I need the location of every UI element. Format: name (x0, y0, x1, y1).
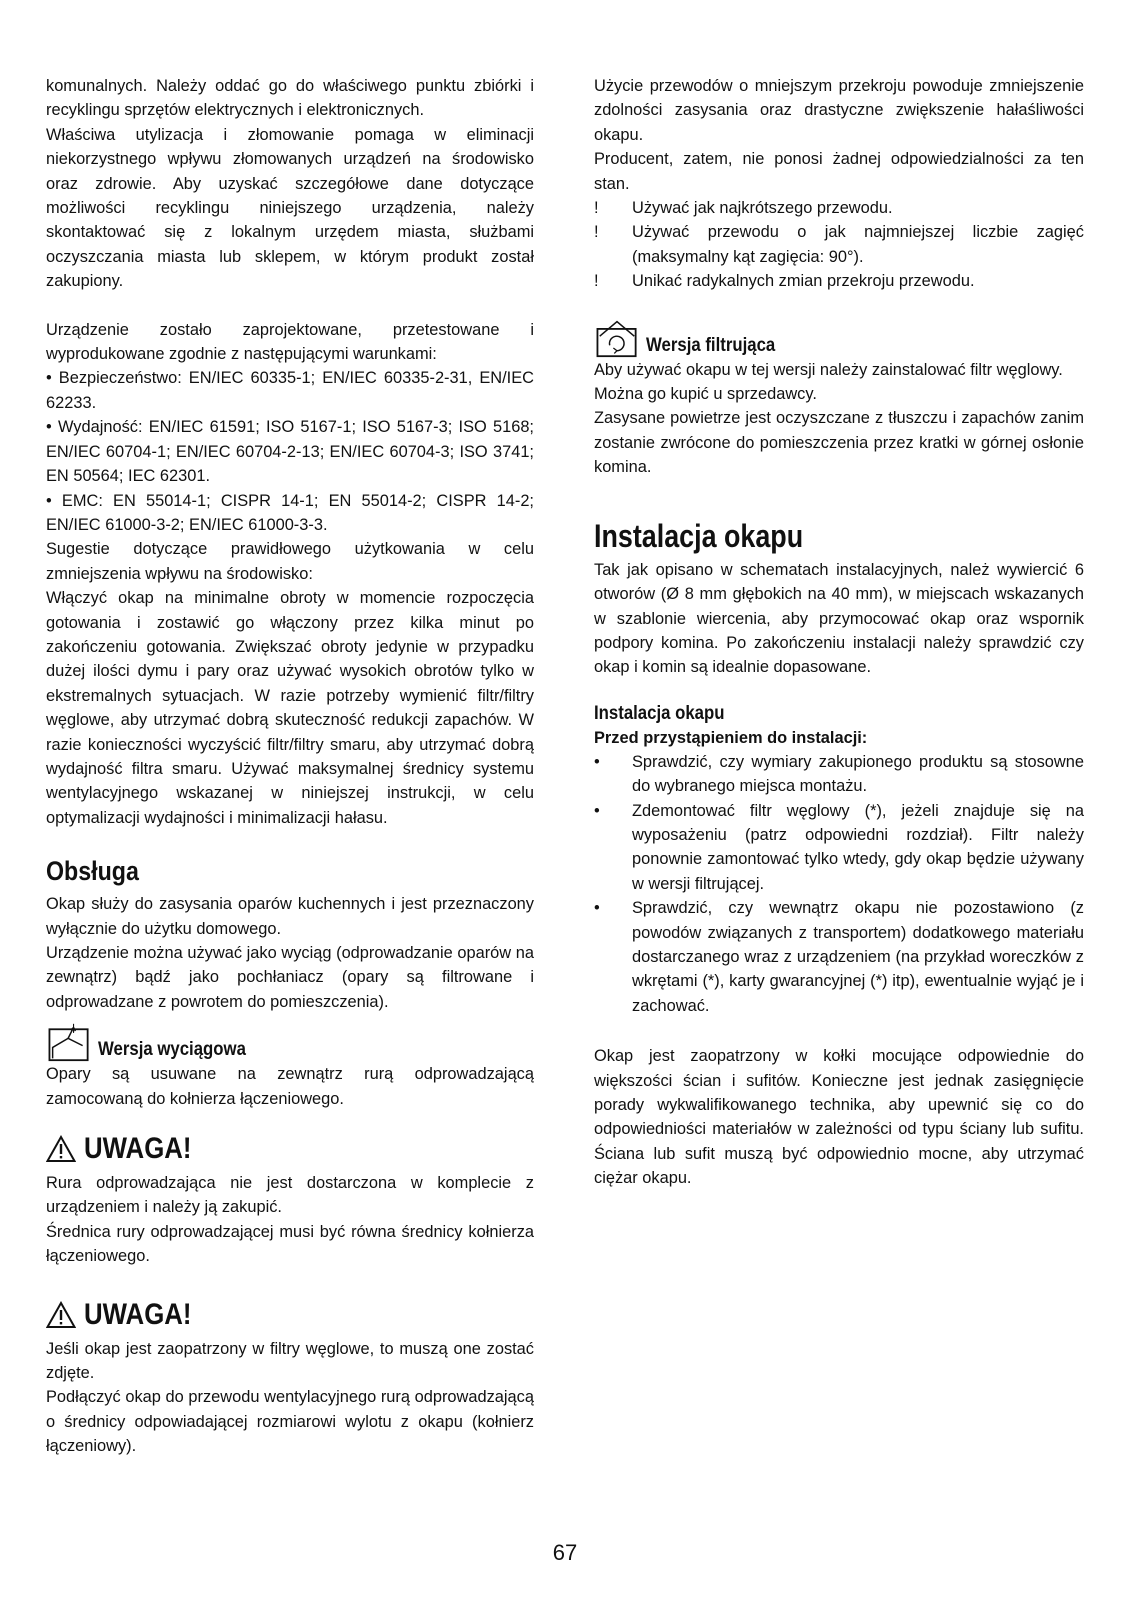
warning-2-text-2: Podłączyć okap do przewodu wentylacyjnego rurą odprowadzającą o średnicy odpowiadającej rozmiarowi wylotu z okapu (kołnierz łączeniowy). (46, 1388, 534, 1456)
left-column (46, 74, 534, 1459)
ducted-hood-icon (46, 1022, 92, 1062)
bullet-mark: • (594, 899, 600, 918)
eco-suggestions-text: Włączyć okap na minimalne obroty w momencie rozpoczęcia gotowania i zostawić go włączony przez kilka minut po zakończeniu gotowania. Zwiększać obroty jedynie w przypadku dużej ilości dymu i pary oraz używać wysokich obrotów tylko w ekstremalnych sytuacjach. W razie potrzeby wymienić filtr/filtry węglowe, aby utrzymać dobrą skuteczność redukcji zapachów. W razie konieczności wyczyścić filtr/filtry smaru, aby utrzymać dobrą wydajność filtra smaru. Używać maksymalnej średnicy systemu wentylacyjnego wskazanej w niniejszej instrukcji, w celu optymalizacji wydajności i minimalizacji hałasu. (46, 589, 534, 827)
bang-item-1: ! Używać jak najkrótszego przewodu. (594, 196, 1084, 220)
ducted-version-text: Opary są usuwane na zewnątrz rurą odprowadzającą zamocowaną do kołnierza łączeniowego. (46, 1065, 534, 1108)
warning-heading-2: UWAGA! (84, 1297, 192, 1331)
before-installation-heading: Przed przystąpieniem do instalacji: (594, 728, 868, 747)
disposal-text-continued: komunalnych. Należy oddać go do właściwego punktu zbiórki i recyklingu sprzętów elektrycznych i elektronicznych. (46, 77, 534, 120)
warning-2-text-1: Jeśli okap jest zaopatrzony w filtry węglowe, to muszą one zostać zdjęte. (46, 1339, 534, 1383)
warning-heading-1: UWAGA! (84, 1132, 192, 1166)
wall-plugs-text: Okap jest zaopatrzony w kołki mocujące odpowiednie do większości ścian i sufitów. Konieczne jest jednak zasięgnięcie porady wykwalifikowanego technika, aby upewnić się co do odpowiedniości materiałów w zależności od typu ściany lub sufitu. Ściana lub sufit muszą być odpowiednio mocne, aby utrzymać ciężar okapu. (594, 1047, 1084, 1188)
ducted-version-heading: Wersja wyciągowa (98, 1038, 246, 1061)
bullet-mark: • (594, 801, 600, 820)
manufacturer-liability-text: Producent, zatem, nie ponosi żadnej odpowiedzialności za ten stan. (594, 150, 1084, 193)
exclamation-mark: ! (594, 199, 599, 218)
conformity-performance: • Wydajność: EN/IEC 61591; ISO 5167-1; ISO 5167-3; ISO 5168; EN/IEC 60704-1; EN/IEC 60704-2-13; EN/IEC 60704-3; ISO 3741; EN 50564; IEC 62301. (46, 418, 534, 486)
installation-subheading: Instalacja okapu (594, 701, 725, 724)
disposal-text: Właściwa utylizacja i złomowanie pomaga w eliminacji niekorzystnego wpływu złomowanych urządzeń na środowisko oraz zdrowie. Aby uzyskać szczegółowe dane dotyczące możliwości recyklingu niniejszego urządzenia, należy skontaktować się z lokalnym urzędem miasta, służbami oczyszczania miasta lub sklepem, w którym produkt został zakupiony. (46, 125, 534, 291)
right-column (594, 74, 1084, 1191)
list-item: • Sprawdzić, czy wewnątrz okapu nie pozostawiono (z powodów związanych z transportem) dodatkowego materiału dostarczanego wraz z urządzeniem (na przykład woreczków z wkrętami (*), karty gwarancyjnej (*) itp), ewentualnie wyjąć je i zachować. (594, 896, 1084, 1018)
filter-version-text-1: Aby używać okapu w tej wersji należy zainstalować filtr węglowy. (594, 360, 1063, 379)
warning-header-1 (46, 1131, 534, 1167)
filter-version-heading: Wersja filtrująca (646, 333, 776, 356)
page-number: 67 (552, 1540, 578, 1565)
warning-1-text-1: Rura odprowadzająca nie jest dostarczona w komplecie z urządzeniem i należy ją zakupić. (46, 1174, 534, 1217)
warning-header-2 (46, 1297, 534, 1333)
warning-triangle-icon (46, 1135, 76, 1163)
installation-text: Tak jak opisano w schematach instalacyjnych, należ wywiercić 6 otworów (Ø 8 mm głębokich na 40 mm), w miejscach wskazanych w szablonie wiercenia, aby przymocować okap oraz wspornik podpory komina. Po zakończeniu instalacji należy sprawdzić czy okap i komin są idealnie dopasowane. (594, 560, 1084, 677)
exclamation-mark: ! (594, 272, 599, 291)
installation-title: Instalacja okapu (594, 517, 804, 554)
bang-item-3: ! Unikać radykalnych zmian przekroju przewodu. (594, 269, 1084, 293)
list-item: • Zdemontować filtr węglowy (*), jeżeli znajduje się na wyposażeniu (patrz odpowiedni rozdział). Filtr należy ponownie zamontować tylko wtedy, gdy okap będzie używany w wersji filtrującej. (594, 799, 1084, 897)
filter-version-text-2: Można go kupić u sprzedawcy. (594, 385, 817, 404)
conformity-intro: Urządzenie zostało zaprojektowane, przetestowane i wyprodukowane zgodnie z następującymi warunkami: (46, 320, 534, 364)
filter-version-header (594, 318, 1084, 358)
recirculating-hood-icon (594, 318, 640, 358)
warning-triangle-icon (46, 1301, 76, 1329)
warning-1-text-2: Średnica rury odprowadzającej musi być równa średnicy kołnierza łączeniowego. (46, 1222, 534, 1266)
filter-version-text-3: Zasysane powietrze jest oczyszczane z tłuszczu i zapachów zanim zostanie zwrócone do pomieszczenia przez kratki w górnej osłonie komina. (594, 409, 1084, 477)
section-heading-obsluga: Obsługa (46, 856, 139, 887)
list-item: • Sprawdzić, czy wymiary zakupionego produktu są stosowne do wybranego miejsca montażu. (594, 750, 1084, 799)
exclamation-mark: ! (594, 223, 599, 242)
bang-item-2: ! Używać przewodu o jak najmniejszej liczbie zagięć (maksymalny kąt zagięcia: 90°). (594, 220, 1084, 269)
ducted-version-header (46, 1022, 534, 1062)
eco-suggestions-intro: Sugestie dotyczące prawidłowego użytkowania w celu zmniejszenia wpływu na środowisko: (46, 540, 534, 583)
conformity-emc: • EMC: EN 55014-1; CISPR 14-1; EN 55014-2; CISPR 14-2; EN/IEC 61000-3-2; EN/IEC 61000-3-3. (46, 491, 534, 534)
conformity-safety: • Bezpieczeństwo: EN/IEC 60335-1; EN/IEC 60335-2-31, EN/IEC 62233. (46, 369, 534, 412)
duct-size-text: Użycie przewodów o mniejszym przekroju powoduje zmniejszenie zdolności zasysania oraz drastyczne zwiększenie hałaśliwości okapu. (594, 77, 1084, 144)
obsluga-text-1: Okap służy do zasysania oparów kuchennych i jest przeznaczony wyłącznie do użytku domowego. (46, 895, 534, 938)
obsluga-text-2: Urządzenie można używać jako wyciąg (odprowadzanie oparów na zewnątrz) bądź jako pochłaniacz (opary są filtrowane i odprowadzane z powrotem do pomieszczenia). (46, 944, 534, 1011)
bullet-mark: • (594, 752, 600, 771)
